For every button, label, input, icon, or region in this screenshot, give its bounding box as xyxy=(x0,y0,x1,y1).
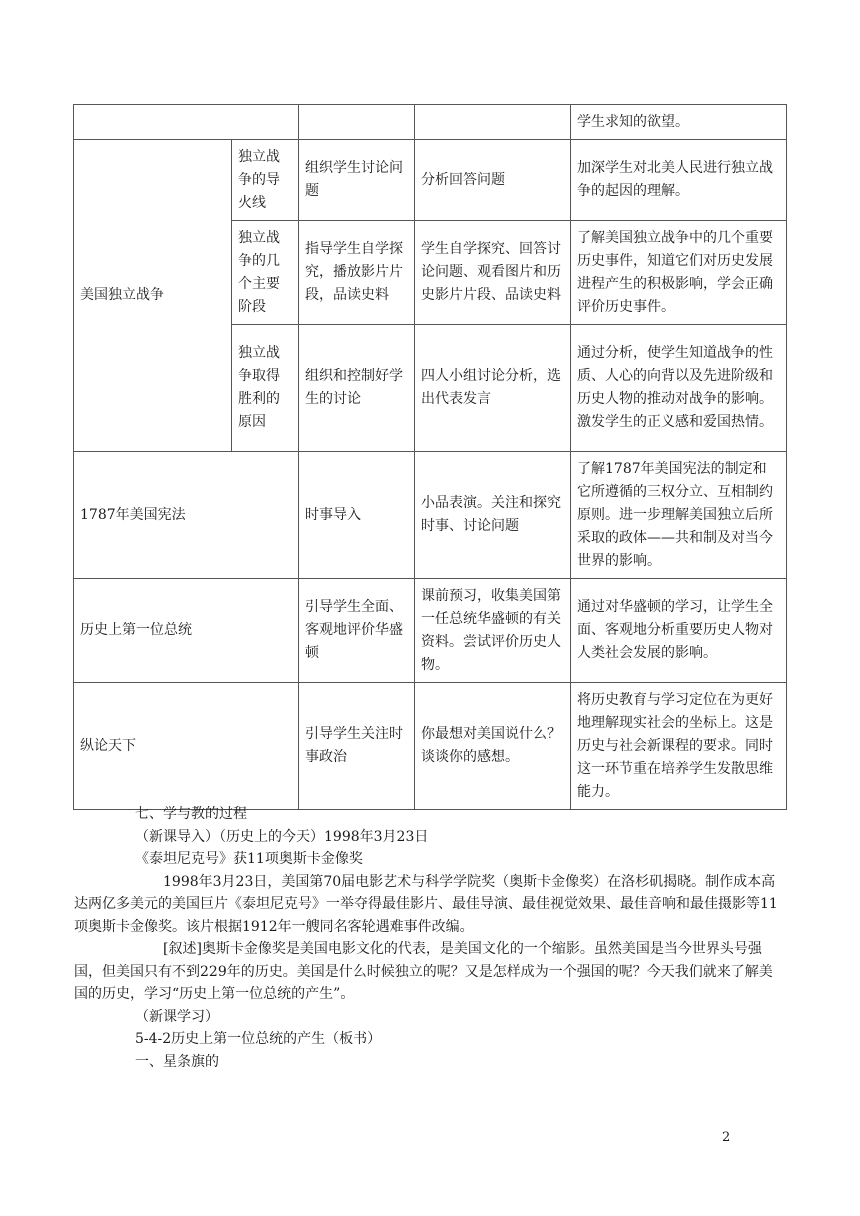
teacher-activity-cell: 引导学生全面、客观地评价华盛顿 xyxy=(299,579,415,683)
paragraph: [叙述]奥斯卡金像奖是美国电影文化的代表，是美国文化的一个缩影。虽然美国是当今世界头号强国，但美国只有不到229年的历史。美国是什么时候独立的呢？又是怎样成为一个强国的呢？今天我们就来了解美国的历史，学习“历史上第一位总统的产生”。 xyxy=(74,941,773,1002)
student-activity-cell: 学生自学探究、回答讨论问题、观看图片和历史影片片段、品读史料 xyxy=(415,221,571,325)
section-cell: 美国独立战争 xyxy=(74,140,232,452)
subsection-cell: 独立战争的导火线 xyxy=(232,140,299,221)
student-activity-cell: 四人小组讨论分析，选出代表发言 xyxy=(415,325,571,452)
goal-cell: 学生求知的欲望。 xyxy=(571,105,787,140)
section-cell: 1787年美国宪法 xyxy=(74,452,299,579)
teacher-activity-cell: 时事导入 xyxy=(299,452,415,579)
student-activity-cell: 小品表演。关注和探究时事、讨论问题 xyxy=(415,452,571,579)
paragraph: 1998年3月23日，美国第70届电影艺术与科学学院奖（奥斯卡金像奖）在洛杉矶揭晓。制作成本高达两亿多美元的美国巨片《泰坦尼克号》一举夺得最佳影片、最佳导演、最佳视觉效果、最佳音响和最佳摄影等11项奥斯卡金像奖。该片根据1912年一艘同名客轮遇难事件改编。 xyxy=(74,873,778,935)
student-activity-cell: 课前预习，收集美国第一任总统华盛顿的有关资料。尝试评价历史人物。 xyxy=(415,579,571,683)
table-cell xyxy=(415,105,571,140)
table-row xyxy=(74,683,787,810)
lesson-process-text xyxy=(74,803,785,1073)
section-cell: 历史上第一位总统 xyxy=(74,579,299,683)
goal-cell: 通过对华盛顿的学习，让学生全面、客观地分析重要历史人物对人类社会发展的影响。 xyxy=(571,579,787,683)
news-title: 《泰坦尼克号》获11项奥斯卡金像奖 xyxy=(135,851,363,867)
table-row xyxy=(74,105,787,140)
board-title: 5-4-2历史上第一位总统的产生（板书） xyxy=(135,1031,382,1047)
intro-line: （新课导入）（历史上的今天）1998年3月23日 xyxy=(135,828,429,845)
goal-cell: 了解1787年美国宪法的制定和它所遵循的三权分立、互相制约原则。进一步理解美国独立后所采取的政体——共和制及对当今世界的影响。 xyxy=(571,452,787,579)
goal-cell: 通过分析，使学生知道战争的性质、人心的向背以及先进阶级和历史人物的推动对战争的影响。激发学生的正义感和爱国热情。 xyxy=(571,325,787,452)
table-row xyxy=(74,579,787,683)
page-number: 2 xyxy=(722,1130,731,1145)
lesson-plan-table xyxy=(73,104,787,810)
subsection-cell: 独立战争的几个主要阶段 xyxy=(232,221,299,325)
section-heading: 七、学与教的过程 xyxy=(135,806,247,822)
teacher-activity-cell: 引导学生关注时事政治 xyxy=(299,683,415,810)
teacher-activity-cell: 组织学生讨论问题 xyxy=(299,140,415,221)
student-activity-cell: 你最想对美国说什么？谈谈你的感想。 xyxy=(415,683,571,810)
table-cell xyxy=(299,105,415,140)
table-row xyxy=(74,452,787,579)
subsection-cell: 独立战争取得胜利的原因 xyxy=(232,325,299,452)
table-cell xyxy=(74,105,299,140)
new-lesson-label: （新课学习） xyxy=(135,1008,219,1025)
teacher-activity-cell: 组织和控制好学生的讨论 xyxy=(299,325,415,452)
goal-cell: 加深学生对北美人民进行独立战争的起因的理解。 xyxy=(571,140,787,221)
table-row xyxy=(74,140,787,221)
subsection-heading: 一、星条旗的 xyxy=(135,1053,219,1070)
teacher-activity-cell: 指导学生自学探究，播放影片片段，品读史料 xyxy=(299,221,415,325)
section-cell: 纵论天下 xyxy=(74,683,299,810)
student-activity-cell: 分析回答问题 xyxy=(415,140,571,221)
goal-cell: 将历史教育与学习定位在为更好地理解现实社会的坐标上。这是历史与社会新课程的要求。同时这一环节重在培养学生发散思维能力。 xyxy=(571,683,787,810)
goal-cell: 了解美国独立战争中的几个重要历史事件，知道它们对历史发展进程产生的积极影响，学会正确评价历史事件。 xyxy=(571,221,787,325)
